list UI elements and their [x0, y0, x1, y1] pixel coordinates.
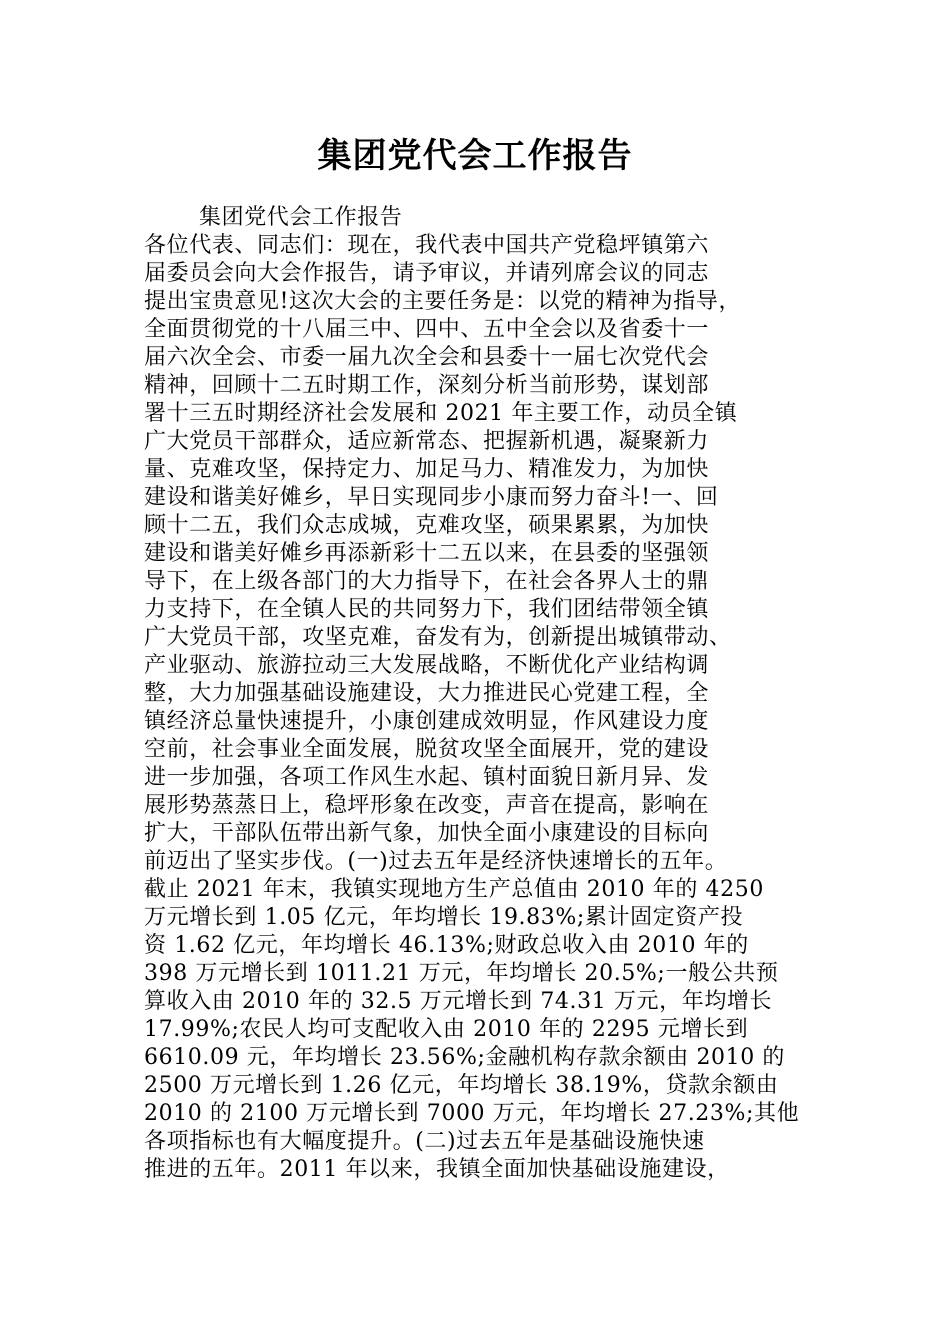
- body-line: 广大党员干部，攻坚克难，奋发有为，创新提出城镇带动、: [144, 625, 732, 650]
- body-line: 推进的五年。2011 年以来，我镇全面加快基础设施建设，: [144, 1157, 730, 1182]
- body-line: 6610.09 元，年均增长 23.56%;金融机构存款余额由 2010 的: [144, 1045, 786, 1070]
- body-line: 空前，社会事业全面发展，脱贫攻坚全面展开，党的建设: [144, 737, 710, 762]
- body-line: 各项指标也有大幅度提升。(二)过去五年是基础设施快速: [144, 1129, 705, 1154]
- body-line: 17.99%;农民人均可支配收入由 2010 年的 2295 元增长到: [144, 1017, 749, 1042]
- body-line: 镇经济总量快速提升，小康创建成效明显，作风建设力度: [144, 709, 710, 734]
- body-line: 2500 万元增长到 1.26 亿元，年均增长 38.19%，贷款余额由: [144, 1073, 779, 1098]
- body-line: 398 万元增长到 1011.21 万元，年均增长 20.5%;一般公共预: [144, 961, 779, 986]
- body-line: 产业驱动、旅游拉动三大发展战略，不断优化产业结构调: [144, 653, 710, 678]
- body-line: 建设和谐美好傩乡再添新彩十二五以来，在县委的坚强领: [144, 541, 710, 566]
- body-line: 广大党员干部群众，适应新常态、把握新机遇，凝聚新力: [144, 429, 710, 454]
- body-line: 力支持下，在全镇人民的共同努力下，我们团结带领全镇: [144, 597, 710, 622]
- body-line: 2010 的 2100 万元增长到 7000 万元，年均增长 27.23%;其他: [144, 1101, 800, 1126]
- body-line: 资 1.62 亿元，年均增长 46.13%;财政总收入由 2010 年的: [144, 933, 749, 958]
- body-line: 进一步加强，各项工作风生水起、镇村面貌日新月异、发: [144, 765, 710, 790]
- document-title: 集团党代会工作报告: [317, 136, 633, 176]
- body-line: 展形势蒸蒸日上，稳坪形象在改变，声音在提高，影响在: [144, 793, 710, 818]
- body-line: 署十三五时期经济社会发展和 2021 年主要工作，动员全镇: [144, 401, 738, 426]
- body-line: 各位代表、同志们：现在，我代表中国共产党稳坪镇第六: [144, 233, 710, 258]
- body-line: 全面贯彻党的十八届三中、四中、五中全会以及省委十一: [144, 317, 710, 342]
- body-line: 届委员会向大会作报告，请予审议，并请列席会议的同志: [144, 261, 710, 286]
- body-line: 顾十二五，我们众志成城，克难攻坚，硕果累累，为加快: [144, 513, 710, 538]
- body-line: 集团党代会工作报告: [199, 205, 403, 230]
- body-line: 扩大，干部队伍带出新气象，加快全面小康建设的目标向: [144, 821, 710, 846]
- body-line: 届六次全会、市委一届九次全会和县委十一届七次党代会: [144, 345, 710, 370]
- body-line: 整，大力加强基础设施建设，大力推进民心党建工程，全: [144, 681, 710, 706]
- body-line: 提出宝贵意见!这次大会的主要任务是：以党的精神为指导，: [144, 289, 742, 314]
- body-line: 量、克难攻坚，保持定力、加足马力、精准发力，为加快: [144, 457, 710, 482]
- body-line: 前迈出了坚实步伐。(一)过去五年是经济快速增长的五年。: [144, 849, 728, 874]
- body-line: 万元增长到 1.05 亿元，年均增长 19.83%;累计固定资产投: [144, 905, 744, 930]
- body-line: 精神，回顾十二五时期工作，深刻分析当前形势，谋划部: [144, 373, 710, 398]
- body-line: 建设和谐美好傩乡，早日实现同步小康而努力奋斗!一、回: [144, 485, 719, 510]
- body-line: 截止 2021 年末，我镇实现地方生产总值由 2010 年的 4250: [144, 877, 764, 902]
- document-body: [144, 204, 810, 1184]
- body-line: 导下，在上级各部门的大力指导下，在社会各界人士的鼎: [144, 569, 710, 594]
- body-line: 算收入由 2010 年的 32.5 万元增长到 74.31 万元，年均增长: [144, 989, 773, 1014]
